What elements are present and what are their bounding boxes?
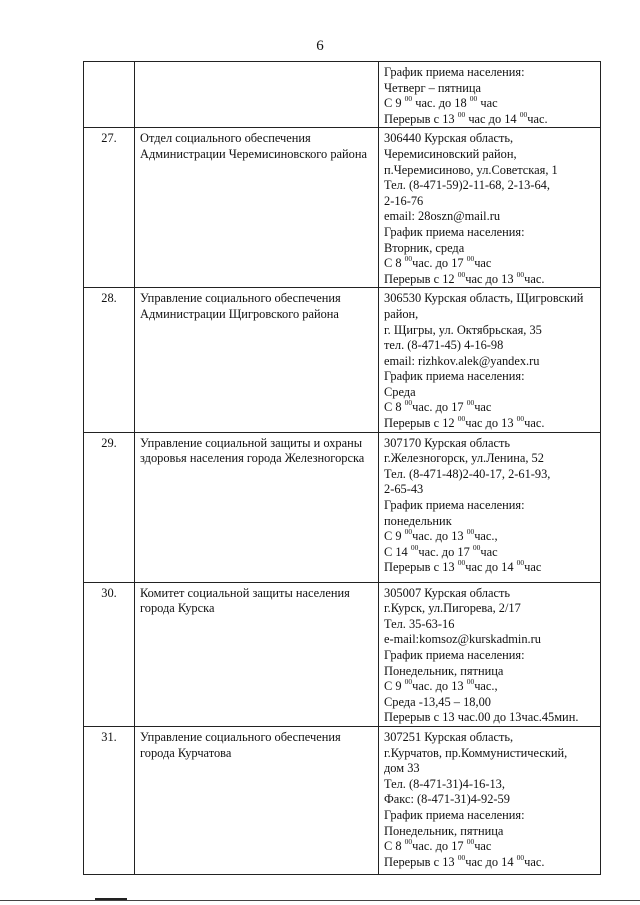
table-row	[84, 582, 601, 726]
info-line: тел. (8-471-45) 4-16-98	[384, 338, 504, 353]
info-line: Понедельник, пятница	[384, 663, 504, 678]
info-line: Четверг – пятница	[384, 80, 482, 95]
info-line: График приема населения:	[384, 807, 525, 822]
info-line: График приема населения:	[384, 648, 525, 663]
row-number-cell	[84, 62, 135, 128]
contact-info-cell	[379, 432, 601, 582]
schedule-hours: С 8 $^{00}$час. до 17 $^{00}$час	[384, 398, 492, 415]
break-hours: Перерыв с 12 $^{00}$час до 13 $^{00}$час.	[384, 269, 545, 286]
schedule-hours: С 9 $^{00}$час. до 13 $^{00}$час.,	[384, 677, 498, 694]
schedule-hours: С 14 $^{00}$час. до 17 $^{00}$час	[384, 542, 498, 559]
schedule-hours: Среда -13,45 – 18,00	[384, 694, 491, 709]
info-line: Понедельник, пятница	[384, 823, 504, 838]
info-line: г.Курск, ул.Пигорева, 2/17	[384, 601, 521, 616]
org-name-cell	[135, 432, 379, 582]
schedule-hours: С 9 $^{00}$ час. до 18 $^{00}$ час	[384, 94, 498, 111]
info-line: График приема населения:	[384, 369, 525, 384]
info-line: понедельник	[384, 513, 452, 528]
schedule-hours: С 9 $^{00}$час. до 13 $^{00}$час.,	[384, 527, 498, 544]
org-name: Отдел социального обеспечения Администрации Черемисиновского района	[140, 131, 367, 161]
contact-info-cell	[379, 582, 601, 726]
info-line: 306440 Курская область,	[384, 131, 514, 146]
page-bottom-rule	[0, 900, 640, 901]
org-name: Комитет социальной защиты населения города Курска	[140, 585, 350, 616]
contact-info-cell	[379, 727, 601, 875]
schedule-hours: С 8 $^{00}$час. до 17 $^{00}$час	[384, 837, 492, 854]
info-line: г. Щигры, ул. Октябрьская, 35	[384, 322, 542, 337]
schedule-hours: С 8 $^{00}$час. до 17 $^{00}$час	[384, 254, 492, 271]
org-name-cell	[135, 727, 379, 875]
email-line: email: 28oszn@mail.ru	[384, 209, 501, 224]
row-number-cell: 29.	[84, 432, 135, 582]
info-line: 306530 Курская область, Щигровский	[384, 291, 584, 306]
table-row	[84, 62, 601, 128]
contact-info-cell	[379, 288, 601, 432]
org-name: Управление социальной защиты и охраны здоровья населения города Железногорска	[140, 435, 365, 466]
org-name-cell	[135, 288, 379, 432]
info-line: Тел. (8-471-59)2-11-68, 2-13-64,	[384, 178, 550, 193]
row-number-cell: 28.	[84, 288, 135, 432]
org-name-cell	[135, 62, 379, 128]
contact-info-cell	[379, 62, 601, 128]
info-line: Вторник, среда	[384, 240, 465, 255]
break-hours: Перерыв с 13 $^{00}$час до 14 $^{00}$час	[384, 558, 542, 575]
table-row	[84, 727, 601, 875]
info-line: График приема населения:	[384, 224, 525, 239]
info-line: Факс: (8-471-31)4-92-59	[384, 792, 510, 807]
row-number-cell: 31.	[84, 727, 135, 875]
table-row	[84, 288, 601, 432]
info-line: Среда	[384, 384, 416, 399]
contact-info-cell	[379, 128, 601, 288]
org-name-cell	[135, 128, 379, 288]
page-number: 6	[316, 38, 324, 54]
info-line: 2-65-43	[384, 482, 424, 497]
break-hours: Перерыв с 12 $^{00}$час до 13 $^{00}$час.	[384, 413, 545, 431]
info-line: район,	[384, 306, 419, 321]
org-name: Управление социального обеспечения Администрации Щигровского района	[140, 291, 341, 321]
info-line: 307170 Курская область	[384, 435, 511, 450]
info-line: 305007 Курская область	[384, 585, 511, 600]
info-line: г.Курчатов, пр.Коммунистический,	[384, 745, 568, 760]
offices-table	[83, 61, 601, 875]
info-line: 2-16-76	[384, 193, 424, 208]
info-line: г.Железногорск, ул.Ленина, 52	[384, 451, 544, 466]
break-hours: Перерыв с 13 $^{00}$ час до 14 $^{00}$час.	[384, 109, 548, 126]
info-line: Тел. 35-63-16	[384, 616, 455, 631]
row-number-cell: 27.	[84, 128, 135, 288]
info-line: График приема населения:	[384, 65, 525, 79]
row-number-cell: 30.	[84, 582, 135, 726]
info-line: дом 33	[384, 761, 420, 776]
org-name-cell	[135, 582, 379, 726]
info-line: Тел. (8-471-48)2-40-17, 2-61-93,	[384, 466, 551, 481]
table-row	[84, 128, 601, 288]
info-line: п.Черемисиново, ул.Советская, 1	[384, 162, 558, 177]
footer-mark	[95, 898, 127, 900]
table-row	[84, 432, 601, 582]
info-line: Черемисиновский район,	[384, 146, 517, 161]
break-hours: Перерыв с 13 час.00 до 13час.45мин.	[384, 710, 579, 725]
info-line: Тел. (8-471-31)4-16-13,	[384, 776, 505, 791]
info-line: 307251 Курская область,	[384, 730, 514, 744]
email-line: e-mail:komsoz@kurskadmin.ru	[384, 632, 541, 647]
email-line: email: rizhkov.alek@yandex.ru	[384, 353, 540, 368]
org-name: Управление социального обеспечения города Курчатова	[140, 730, 341, 760]
info-line: График приема населения:	[384, 498, 525, 513]
break-hours: Перерыв с 13 $^{00}$час до 14 $^{00}$час.	[384, 852, 545, 869]
